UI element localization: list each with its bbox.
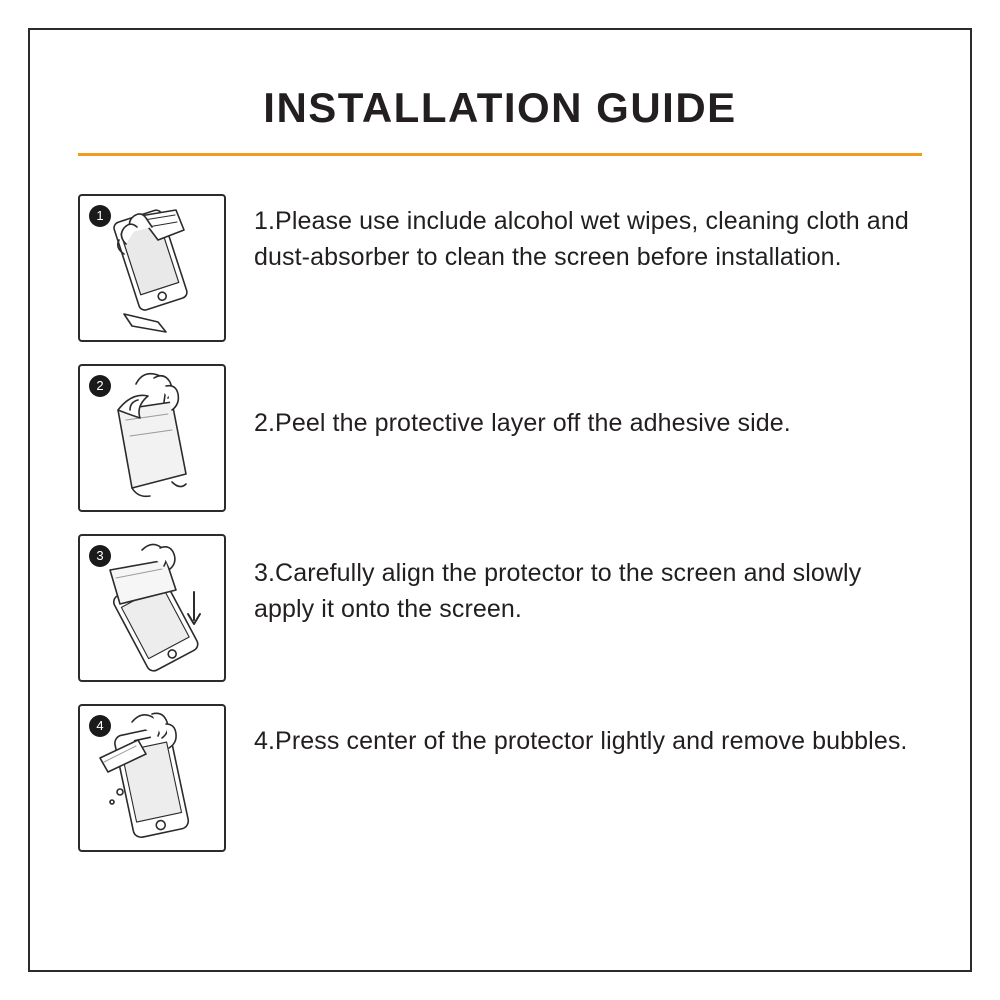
step-3-text: 3.Carefully align the protector to the screen and slowly apply it onto the screen. bbox=[254, 559, 862, 623]
steps-list bbox=[78, 194, 922, 852]
step-2-badge: 2 bbox=[89, 375, 111, 397]
step-4-figure bbox=[78, 704, 226, 852]
step-3-figure bbox=[78, 534, 226, 682]
step-2-text: 2.Peel the protective layer off the adhesive side. bbox=[254, 409, 791, 438]
step-1-text: 1.Please use include alcohol wet wipes, cleaning cloth and dust-absorber to clean the screen before installation. bbox=[254, 207, 909, 271]
step-4-text: 4.Press center of the protector lightly and remove bubbles. bbox=[254, 727, 908, 756]
step-2-figure bbox=[78, 364, 226, 512]
step-4-badge: 4 bbox=[89, 715, 111, 737]
title-divider bbox=[78, 153, 922, 156]
list-item bbox=[78, 364, 922, 512]
page-title: INSTALLATION GUIDE bbox=[263, 84, 737, 131]
step-1-badge: 1 bbox=[89, 205, 111, 227]
list-item bbox=[78, 534, 922, 682]
list-item bbox=[78, 704, 922, 852]
step-1-figure bbox=[78, 194, 226, 342]
list-item bbox=[78, 194, 922, 342]
step-3-badge: 3 bbox=[89, 545, 111, 567]
guide-content bbox=[78, 60, 922, 940]
